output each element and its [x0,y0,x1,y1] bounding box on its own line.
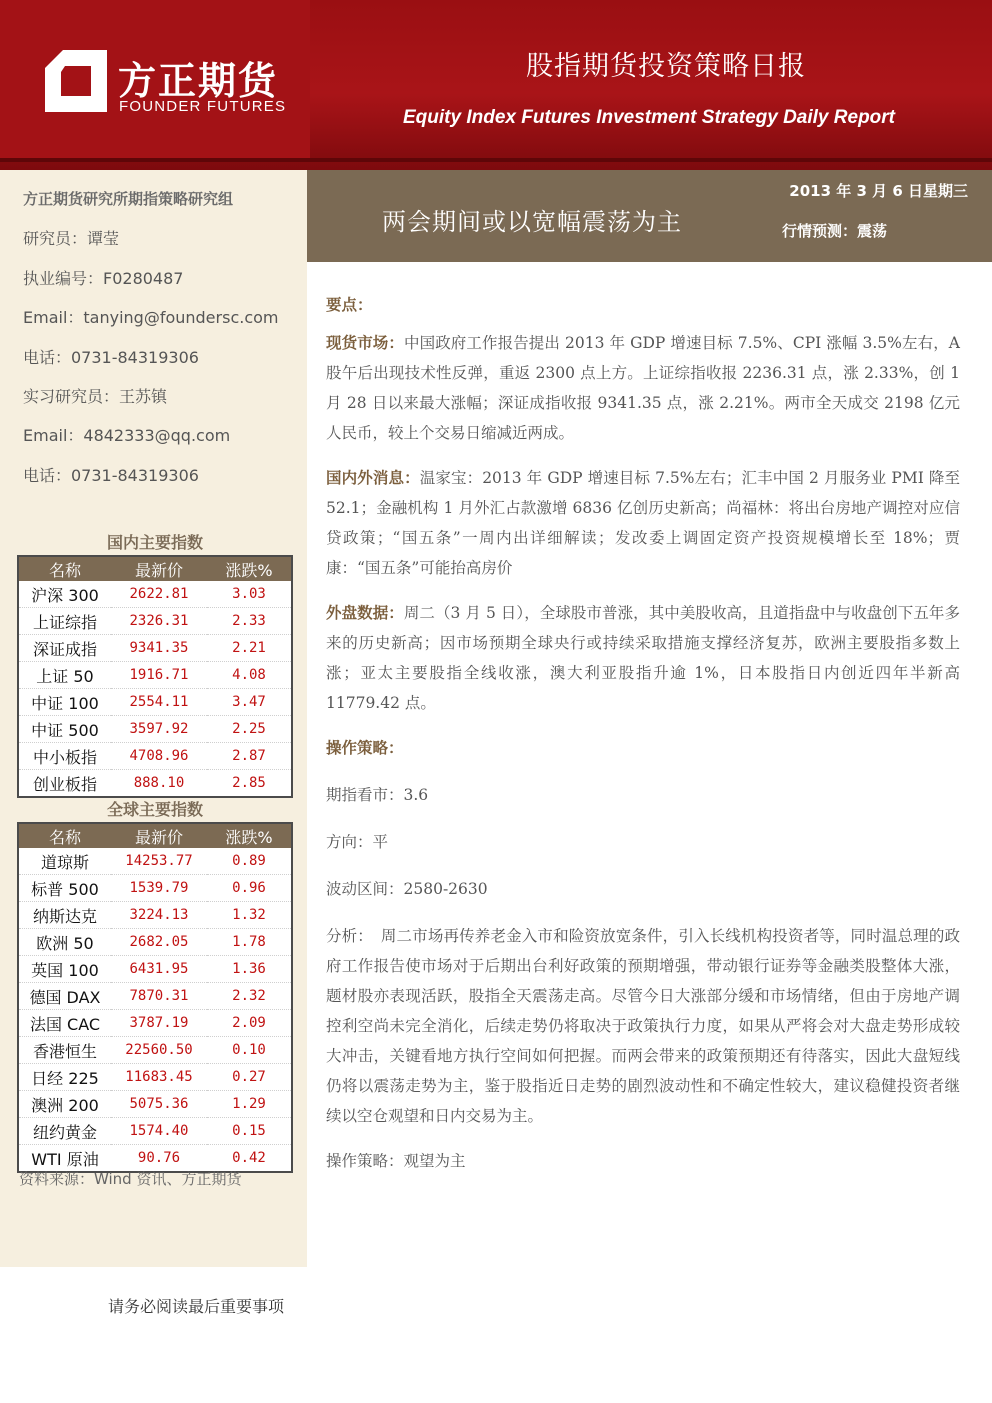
index-change: 0.42 [207,1145,292,1173]
keypoints-label: 要点： [326,296,373,314]
operation-line: 操作策略：观望为主 [326,1152,466,1170]
index-price: 888.10 [111,770,207,798]
table-header-row [18,556,292,581]
table-row [18,1064,292,1091]
foreign-text: 周二（3 月 5 日），全球股市普涨，其中美股收高，且道指盘中与收盘创下五年多来的历史新高；因市场预期全球央行或持续采取措施支撑经济复苏，欧洲主要股指多数上涨；亚太主要股指全线收涨，澳大利亚股指升逾 1%，日本股指日内创近四年半新高 11779.42 点。 [326,604,960,712]
header-divider [0,158,992,162]
index-name: 中证 100 [18,689,111,716]
index-name: 上证综指 [18,608,111,635]
index-name: 道琼斯 [18,848,111,875]
news-paragraph [326,463,960,583]
index-price: 4708.96 [111,743,207,770]
index-name: 沪深 300 [18,581,111,608]
index-change: 0.10 [207,1037,292,1064]
index-change: 1.29 [207,1091,292,1118]
index-price: 2682.05 [111,929,207,956]
index-change: 2.25 [207,716,292,743]
index-change: 1.32 [207,902,292,929]
domestic-index-table [17,555,293,798]
table-row [18,1037,292,1064]
index-price: 2554.11 [111,689,207,716]
index-name: 创业板指 [18,770,111,798]
index-change: 0.96 [207,875,292,902]
index-change: 1.36 [207,956,292,983]
index-name: 纽约黄金 [18,1118,111,1145]
researcher-phone: 电话：0731-84319306 [23,348,199,367]
table-row [18,848,292,875]
news-label: 国内外消息： [326,469,420,487]
table-row [18,1010,292,1037]
index-change: 3.03 [207,581,292,608]
view-line: 期指看市：3.6 [326,786,429,804]
index-name: 中小板指 [18,743,111,770]
index-change: 2.09 [207,1010,292,1037]
index-change: 3.47 [207,689,292,716]
index-price: 1539.79 [111,875,207,902]
founder-logo-icon [45,50,107,112]
index-name: 英国 100 [18,956,111,983]
table-row [18,635,292,662]
intern-email: Email：4842333@qq.com [23,426,231,445]
index-change: 0.15 [207,1118,292,1145]
table-row [18,929,292,956]
headline-band [307,170,992,262]
data-source: 资料来源：Wind 资讯、方正期货 [19,1170,242,1188]
footer-notice: 请务必阅读最后重要事项 [108,1297,285,1316]
index-name: 中证 500 [18,716,111,743]
intern-name: 实习研究员：王苏镇 [23,387,168,406]
col-price-header: 最新价 [111,556,207,581]
market-outlook: 行情预测：震荡 [782,222,888,240]
table-row [18,743,292,770]
index-price: 22560.50 [111,1037,207,1064]
report-body [326,290,960,1176]
global-index-table [17,822,293,1173]
index-name: 日经 225 [18,1064,111,1091]
index-name: 香港恒生 [18,1037,111,1064]
index-price: 1916.71 [111,662,207,689]
col-name-header: 名称 [18,823,111,848]
license-number: 执业编号：F0280487 [23,269,184,288]
global-table-title: 全球主要指数 [106,800,203,819]
table-row [18,956,292,983]
domestic-table-title: 国内主要指数 [106,533,203,552]
table-row [18,689,292,716]
index-price: 90.76 [111,1145,207,1173]
table-row [18,716,292,743]
col-price-header: 最新价 [111,823,207,848]
keypoints-heading [326,290,960,320]
table-header-row [18,823,292,848]
index-change: 2.33 [207,608,292,635]
analysis-paragraph: 分析： 周二市场再传养老金入市和险资放宽条件，引入长线机构投资者等，同时温总理的政府工作报告使市场对于后期出台利好政策的预期增强，带动银行证券等金融类股整体大涨，题材股亦表现活跃，股指全天震荡走高。尽管今日大涨部分缓和市场情绪，但由于房地产调控利空尚未完全消化，后续走势仍将取决于政策执行力度，如果从严将会对大盘走势形成较大冲击，关键看地方执行空间如何把握。而两会带来的政策预期还有待落实，因此大盘短线仍将以震荡走势为主，鉴于股指近日走势的剧烈波动性和不确定性较大，建议稳健投资者继续以空仓观望和日内交易为主。 [326,927,960,1125]
table-row [18,581,292,608]
range-line: 波动区间：2580-2630 [326,880,488,898]
index-name: 澳洲 200 [18,1091,111,1118]
index-price: 5075.36 [111,1091,207,1118]
logo-english-name: FOUNDER FUTURES [119,98,287,115]
researcher-email: Email：tanying@foundersc.com [23,308,279,327]
research-group: 方正期货研究所期指策略研究组 [23,190,234,208]
index-price: 11683.45 [111,1064,207,1091]
col-change-header: 涨跌% [207,556,292,581]
intern-phone: 电话：0731-84319306 [23,466,199,485]
index-price: 2622.81 [111,581,207,608]
table-row [18,608,292,635]
table-row [18,875,292,902]
index-price: 2326.31 [111,608,207,635]
table-row [18,902,292,929]
index-price: 9341.35 [111,635,207,662]
report-title-english: Equity Index Futures Investment Strategy Daily Report [403,107,895,128]
table-row [18,1118,292,1145]
index-name: 德国 DAX [18,983,111,1010]
news-text: 温家宝：2013 年 GDP 增速目标 7.5%左右；汇丰中国 2 月服务业 PMI 降至 52.1；金融机构 1 月外汇占款激增 6836 亿创历史新高；尚福林：将出台房地产调控对应信贷政策；“国五条”一周内出详细解读；发改委上调固定资产投资规模增长至 18%；贾康：“国五条”可能抬高房价 [326,469,960,577]
index-price: 6431.95 [111,956,207,983]
researcher-name: 研究员：谭莹 [23,229,120,248]
report-date: 2013 年 3 月 6 日星期三 [789,182,968,200]
headline: 两会期间或以宽幅震荡为主 [382,208,682,236]
index-name: 欧洲 50 [18,929,111,956]
foreign-label: 外盘数据： [326,604,404,622]
spot-label: 现货市场： [326,334,404,352]
spot-text: 中国政府工作报告提出 2013 年 GDP 增速目标 7.5%、CPI 涨幅 3.5%左右，A 股午后出现技术性反弹，重返 2300 点上方。上证综指收报 2236.31 点，涨 2.33%，创 1 月 28 日以来最大涨幅；深证成指收报 9341.35 点，涨 2.21%。两市全天成交 2198 亿元人民币，较上个交易日缩减近两成。 [326,334,960,442]
foreign-market-paragraph [326,598,960,718]
table-row [18,1091,292,1118]
index-name: 法国 CAC [18,1010,111,1037]
index-price: 3597.92 [111,716,207,743]
direction-line: 方向：平 [326,833,389,851]
index-price: 7870.31 [111,983,207,1010]
index-price: 1574.40 [111,1118,207,1145]
index-price: 14253.77 [111,848,207,875]
index-change: 2.21 [207,635,292,662]
report-header [0,0,992,170]
logo-chinese-name: 方正期货 [118,59,279,103]
strategy-label: 操作策略： [326,739,404,757]
index-change: 4.08 [207,662,292,689]
col-change-header: 涨跌% [207,823,292,848]
index-change: 2.32 [207,983,292,1010]
index-change: 0.89 [207,848,292,875]
index-change: 0.27 [207,1064,292,1091]
index-change: 2.85 [207,770,292,798]
index-name: 纳斯达克 [18,902,111,929]
brand-logo [0,0,310,158]
index-name: 上证 50 [18,662,111,689]
index-change: 1.78 [207,929,292,956]
col-name-header: 名称 [18,556,111,581]
spot-market-paragraph [326,328,960,448]
index-name: 深证成指 [18,635,111,662]
table-row [18,983,292,1010]
index-name: WTI 原油 [18,1145,111,1173]
report-title-chinese: 股指期货投资策略日报 [526,51,806,82]
index-name: 标普 500 [18,875,111,902]
index-change: 2.87 [207,743,292,770]
table-row [18,662,292,689]
index-price: 3224.13 [111,902,207,929]
index-price: 3787.19 [111,1010,207,1037]
strategy-heading [326,733,960,763]
table-row [18,770,292,798]
